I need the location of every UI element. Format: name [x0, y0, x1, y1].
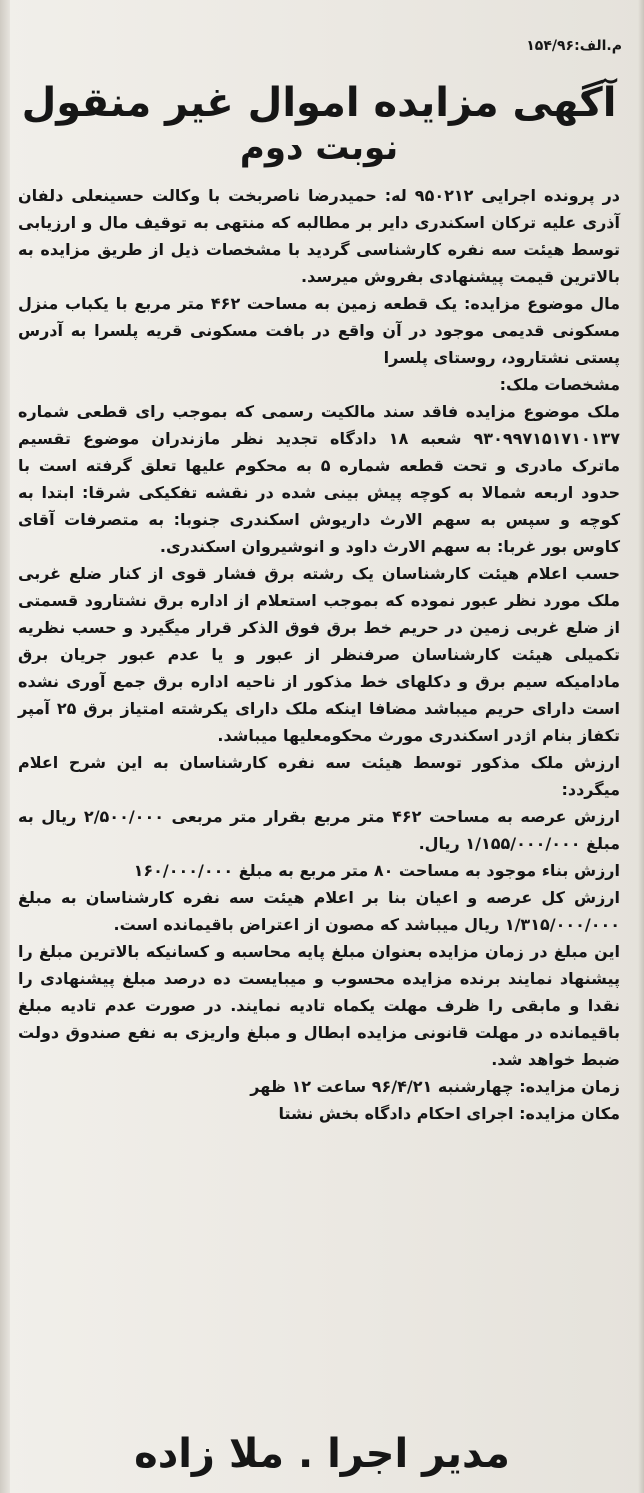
paper-right-edge	[638, 0, 644, 1493]
auction-time: زمان مزایده: چهارشنبه ۹۶/۴/۲۱ ساعت ۱۲ ظهر	[250, 1077, 620, 1096]
paper-left-edge	[0, 0, 10, 1493]
property-specs-label: مشخصات ملک:	[499, 375, 620, 394]
signature: مدیر اجرا . ملا زاده	[134, 1431, 510, 1477]
power-line-paragraph: حسب اعلام هیئت کارشناسان یک رشته برق فشار قوی از کنار ضلع غربی ملک مورد نظر عبور نموده که بموجب استعلام از اداره برق نشتارود قسمتی از ضلع غربی زمین در حریم خط برق فوق الذکر قرار میگیرد و حسب نظریه تکمیلی هیئت کارشناسان صرفنظر از عبور و یا عدم عبور جریان برق مادامیکه سیم برق و دکلهای خط مذکور از ناحیه اداره برق جمع آوری نشده است دارای حریم میباشد مضافا اینکه ملک دارای یکرشته امتیاز برق ۲۵ آمپر تکفاز بنام اژدر اسکندری مورث محکومعلیها میباشد.	[18, 564, 621, 745]
total-value-item: ارزش کل عرصه و اعیان بنا بر اعلام هیئت سه نفره کارشناسان به مبلغ ۱/۳۱۵/۰۰۰/۰۰۰ ریال میباشد که مصون از اعتراض باقیمانده است.	[18, 888, 620, 934]
auction-terms-paragraph: این مبلغ در زمان مزایده بعنوان مبلغ پایه محاسبه و کسانیکه بالاترین مبلغ را پیشنهاد نمایند برنده مزایده محسوب و میبایست ده درصد مبلغ پیشنهادی را نقدا و مابقی را ظرف مهلت یکماه تادیه نمایند. در صورت عدم تادیه مبلغ باقیمانده در مهلت قانونی مزایده ابطال و مبلغ واریزی به نفع صندوق دولت ضبط خواهد شد.	[18, 942, 620, 1069]
notice-body	[18, 182, 620, 1127]
reference-number: م.الف:۱۵۴/۹۶	[526, 38, 622, 54]
property-subject-paragraph: مال موضوع مزایده: یک قطعه زمین به مساحت ۴۶۲ متر مربع با یکباب منزل مسکونی قدیمی موجود در آن واقع در بافت مسکونی قریه پلسرا به آدرس پستی نشتارود، روستای پلسرا	[18, 294, 620, 367]
valuation-intro-paragraph: ارزش ملک مذکور توسط هیئت سه نفره کارشناسان به این شرح اعلام میگردد:	[18, 753, 620, 799]
notice-subtitle: نوبت دوم	[239, 128, 399, 168]
auction-location: مکان مزایده: اجرای احکام دادگاه بخش نشتا	[278, 1104, 620, 1123]
case-paragraph: در پرونده اجرایی ۹۵۰۲۱۲ له: حمیدرضا ناصربخت با وکالت حسینعلی دلفان آذری علیه ترکان اسکندری دایر بر مطالبه که منتهی به توقیف مال و ارزیابی توسط هیئت سه نفره کارشناسی گردید با مشخصات ذیل از طریق مزایده به بالاترین قیمت پیشنهادی بفروش میرسد.	[18, 186, 620, 286]
property-specs-paragraph: ملک موضوع مزایده فاقد سند مالکیت رسمی که بموجب رای قطعی شماره ۹۳۰۹۹۷۱۵۱۷۱۰۱۳۷ شعبه ۱۸ دادگاه تجدید نظر مازندران موضوع تقسیم ماترک مادری و تحت قطعه شماره ۵ به محکوم علیها تعلق گرفته است با حدود اربعه شمالا به کوچه پیش بینی شده در نقشه تفکیکی شرقا: ابتدا به کوچه و سپس به سهم الارث داریوش اسکندری جنوبا: به متصرفات آقای کاوس بور غربا: به سهم الارث داود و انوشیروان اسکندری.	[18, 402, 621, 556]
building-value-item: ارزش بناء موجود به مساحت ۸۰ متر مربع به مبلغ ۱۶۰/۰۰۰/۰۰۰	[133, 861, 620, 880]
land-value-item: ارزش عرصه به مساحت ۴۶۲ متر مربع بقرار متر مربعی ۲/۵۰۰/۰۰۰ ریال به مبلغ ۱/۱۵۵/۰۰۰/۰۰۰ ریال.	[18, 807, 620, 853]
notice-title: آگهی مزایده اموال غیر منقول	[21, 80, 617, 126]
